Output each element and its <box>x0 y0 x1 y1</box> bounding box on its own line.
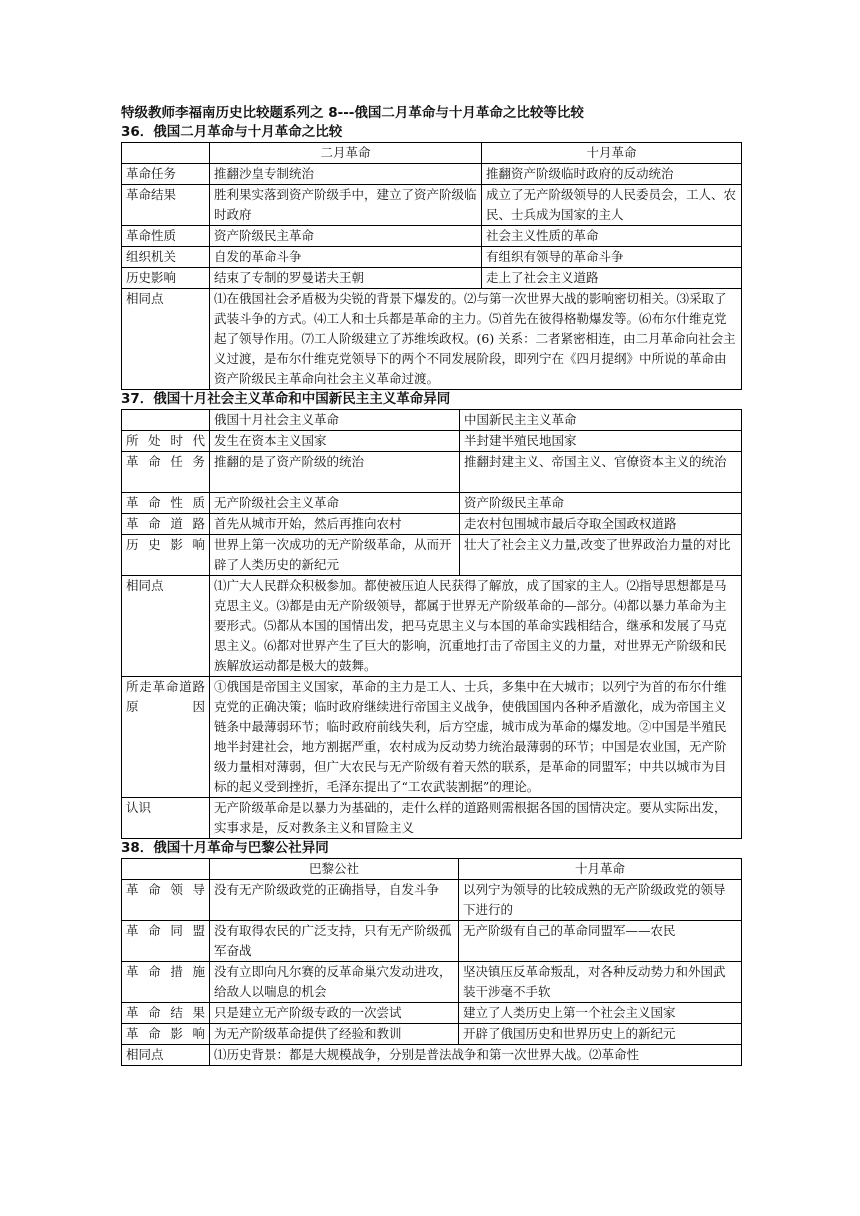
table-header-row <box>122 859 742 880</box>
similarities-text: ⑴历史背景：都是大规模战争，分别是普法战争和第一次世界大战。⑵革命性 <box>210 1045 742 1066</box>
row-label: 革命措施 <box>122 962 210 1003</box>
row-label: 认识 <box>122 798 210 839</box>
row-label: 相同点 <box>122 1045 210 1066</box>
row-label: 所走革命道路原因 <box>122 677 210 798</box>
header-cell-china: 中国新民主主义革命 <box>460 410 742 431</box>
table-row <box>122 1003 742 1024</box>
header-cell-feb: 二月革命 <box>210 143 482 164</box>
row-label: 历史影响 <box>122 268 210 289</box>
cell-oct: 推翻资产阶级临时政府的反动统治 <box>482 164 742 185</box>
cell-oct: 走上了社会主义道路 <box>482 268 742 289</box>
document-page <box>121 104 741 1066</box>
header-cell-empty <box>122 859 210 880</box>
cell-paris: 为无产阶级革命提供了经验和教训 <box>210 1024 459 1045</box>
cell-paris: 没有无产阶级政党的正确指导，自发斗争 <box>210 880 459 921</box>
cell-oct: 坚决镇压反革命叛乱，对各种反动势力和外国武装干涉毫不手软 <box>459 962 742 1003</box>
cell-china: 半封建半殖民地国家 <box>460 431 742 452</box>
table-row <box>122 185 742 226</box>
row-label: 革命领导 <box>122 880 210 921</box>
road-reasons-text: ①俄国是帝国主义国家，革命的主力是工人、士兵，多集中在大城市；以列宁为首的布尔什维克党的正确决策；临时政府继续进行帝国主义战争，使俄国国内各种矛盾激化，成为帝国主义链条中最薄弱环节；临时政府前线失利，后方空虚，城市成为革命的爆发地。②中国是半殖民地半封建社会，地方割据严重，农村成为反动势力统治最薄弱的环节；中国是农业国，无产阶级力量相对薄弱，但广大农民与无产阶级有着天然的联系，是革命的同盟军；中共以城市为目标的起义受到挫折，毛泽东提出了“工农武装割据”的理论。 <box>210 677 742 798</box>
row-label: 革命道路 <box>122 514 210 535</box>
cell-feb: 推翻沙皇专制统治 <box>210 164 482 185</box>
table-row <box>122 880 742 921</box>
header-cell-paris: 巴黎公社 <box>210 859 459 880</box>
cell-russia: 世界上第一次成功的无产阶级革命，从而开辟了人类历史的新纪元 <box>210 535 460 576</box>
cell-china: 壮大了社会主义力量,改变了世界政治力量的对比 <box>460 535 742 576</box>
cell-russia: 推翻的是了资产阶级的统治 <box>210 452 460 493</box>
table-row-understanding <box>122 798 742 839</box>
table-38 <box>121 858 742 1066</box>
table-header-row <box>122 143 742 164</box>
row-label: 革命结果 <box>122 185 210 226</box>
cell-russia: 发生在资本主义国家 <box>210 431 460 452</box>
header-cell-oct: 十月革命 <box>482 143 742 164</box>
row-label: 历史影响 <box>122 535 210 576</box>
cell-china: 走农村包围城市最后夺取全国政权道路 <box>460 514 742 535</box>
table-row <box>122 921 742 962</box>
document-title: 特级教师李福南历史比较题系列之 8---俄国二月革命与十月革命之比较等比较 <box>121 105 584 121</box>
table-row <box>122 164 742 185</box>
cell-paris: 只是建立无产阶级专政的一次尝试 <box>210 1003 459 1024</box>
table-row <box>122 226 742 247</box>
table-36 <box>121 142 742 390</box>
table-row <box>122 962 742 1003</box>
row-label: 相同点 <box>122 576 210 677</box>
table-37 <box>121 409 742 839</box>
cell-feb: 胜利果实落到资产阶级手中，建立了资产阶级临时政府 <box>210 185 482 226</box>
cell-oct: 开辟了俄国历史和世界历史上的新纪元 <box>459 1024 742 1045</box>
section-38-title: 38．俄国十月革命与巴黎公社异同 <box>121 840 329 856</box>
table-row-road-reasons <box>122 677 742 798</box>
table-row <box>122 247 742 268</box>
header-cell-russia: 俄国十月社会主义革命 <box>210 410 460 431</box>
table-row <box>122 268 742 289</box>
header-cell-empty <box>122 143 210 164</box>
row-label: 组织机关 <box>122 247 210 268</box>
table-row <box>122 431 742 452</box>
header-cell-oct: 十月革命 <box>459 859 742 880</box>
cell-feb: 结束了专制的罗曼诺夫王朝 <box>210 268 482 289</box>
row-label: 相同点 <box>122 289 210 390</box>
cell-paris: 没有立即向凡尔赛的反革命巢穴发动进攻，给敌人以喘息的机会 <box>210 962 459 1003</box>
cell-oct: 社会主义性质的革命 <box>482 226 742 247</box>
cell-oct: 建立了人类历史上第一个社会主义国家 <box>459 1003 742 1024</box>
cell-china: 资产阶级民主革命 <box>460 493 742 514</box>
section-37-title: 37．俄国十月社会主义革命和中国新民主主义革命异同 <box>121 391 451 407</box>
cell-feb: 资产阶级民主革命 <box>210 226 482 247</box>
similarities-text: ⑴广大人民群众积极参加。都使被压迫人民获得了解放，成了国家的主人。⑵指导思想都是马克思主义。⑶都是由无产阶级领导，都属于世界无产阶级革命的—部分。⑷都以暴力革命为主要形式。⑸都从本国的国情出发，把马克思主义与本国的革命实践相结合，继承和发展了马克思主义。⑹都对世界产生了巨大的影响，沉重地打击了帝国主义的力量，对世界无产阶级和民族解放运动都是极大的鼓舞。 <box>210 576 742 677</box>
cell-china: 推翻封建主义、帝国主义、官僚资本主义的统治 <box>460 452 742 493</box>
cell-feb: 自发的革命斗争 <box>210 247 482 268</box>
row-label: 革命性质 <box>122 226 210 247</box>
table-header-row <box>122 410 742 431</box>
row-label: 革命任务 <box>122 452 210 493</box>
row-label: 革命结果 <box>122 1003 210 1024</box>
table-row-similarities <box>122 1045 742 1066</box>
table-row-similarities <box>122 289 742 390</box>
row-label: 革命性质 <box>122 493 210 514</box>
table-row <box>122 1024 742 1045</box>
cell-oct: 无产阶级有自己的革命同盟军——农民 <box>459 921 742 962</box>
header-cell-empty <box>122 410 210 431</box>
cell-paris: 没有取得农民的广泛支持，只有无产阶级孤军奋战 <box>210 921 459 962</box>
cell-oct: 成立了无产阶级领导的人民委员会，工人、农民、士兵成为国家的主人 <box>482 185 742 226</box>
row-label: 革命任务 <box>122 164 210 185</box>
row-label: 所处时代 <box>122 431 210 452</box>
cell-russia: 首先从城市开始，然后再推向农村 <box>210 514 460 535</box>
understanding-text: 无产阶级革命是以暴力为基础的，走什么样的道路则需根据各国的国情决定。要从实际出发，实事求是，反对教条主义和冒险主义 <box>210 798 742 839</box>
cell-russia: 无产阶级社会主义革命 <box>210 493 460 514</box>
table-row <box>122 452 742 493</box>
table-row <box>122 514 742 535</box>
similarities-text: ⑴在俄国社会矛盾极为尖锐的背景下爆发的。⑵与第一次世界大战的影响密切相关。⑶采取了武装斗争的方式。⑷工人和士兵都是革命的主力。⑸首先在彼得格勒爆发等。⑹布尔什维克党起了领导作用。⑺工人阶级建立了苏维埃政权。(6) 关系：二者紧密相连，由二月革命向社会主义过渡，是布尔什维克党领导下的两个不同发展阶段，即列宁在《四月提纲》中所说的革命由资产阶级民主革命向社会主义革命过渡。 <box>210 289 742 390</box>
table-row-similarities <box>122 576 742 677</box>
row-label: 革命影响 <box>122 1024 210 1045</box>
section-36-title: 36．俄国二月革命与十月革命之比较 <box>121 124 343 140</box>
cell-oct: 有组织有领导的革命斗争 <box>482 247 742 268</box>
table-row <box>122 493 742 514</box>
row-label: 革命同盟 <box>122 921 210 962</box>
cell-oct: 以列宁为领导的比较成熟的无产阶级政党的领导下进行的 <box>459 880 742 921</box>
table-row <box>122 535 742 576</box>
